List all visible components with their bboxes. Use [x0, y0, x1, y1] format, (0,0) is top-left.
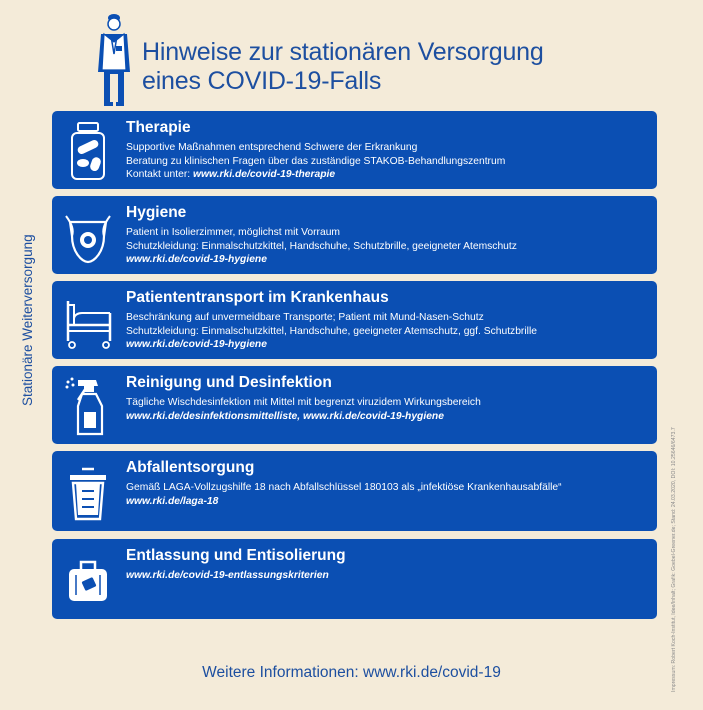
- section-line: Schutzkleidung: Einmalschutzkittel, Handschuhe, Schutzbrille, geeigneter Atemschutz: [126, 240, 517, 252]
- section-heading: Hygiene: [126, 204, 187, 221]
- imprint-text: Impressum: Robert Koch-Institut, Idee/Inhalt; Grafik: Goebel-Greener.de; Stand: 24.03.2020, DOI: 10.25646/6473.7: [671, 427, 677, 692]
- card-hygiene: [52, 196, 657, 274]
- section-heading: Entlassung und Entisolierung: [126, 547, 346, 564]
- side-label: Stationäre Weiterversorgung: [20, 234, 35, 406]
- section-line: Patient in Isolierzimmer, möglichst mit Vorraum: [126, 227, 341, 238]
- section-line: Beschränkung auf unvermeidbare Transporte; Patient mit Mund-Nasen-Schutz: [126, 312, 484, 323]
- link-entlassung[interactable]: www.rki.de/covid-19-entlassungskriterien: [126, 570, 329, 581]
- section-line: Schutzkleidung: Einmalschutzkittel, Handschuhe, geeigneter Atemschutz, ggf. Schutzbrille: [126, 325, 537, 337]
- page-title: [142, 38, 622, 96]
- link-reinigung[interactable]: www.rki.de/desinfektionsmittelliste, www.rki.de/covid-19-hygiene: [126, 410, 444, 422]
- section-heading: Abfallentsorgung: [126, 459, 255, 476]
- card-entlassung: [52, 539, 657, 619]
- footer: [0, 664, 703, 682]
- hospital-bed-icon: [60, 291, 116, 353]
- section-line: Gemäß LAGA-Vollzugshilfe 18 nach Abfallschlüssel 180103 als „infektiöse Krankenhausabfälle“: [126, 482, 562, 493]
- card-reinigung: [52, 366, 657, 444]
- doctor-icon: [94, 12, 134, 108]
- card-therapie: [52, 111, 657, 189]
- section-heading: Therapie: [126, 119, 191, 136]
- card-transport: [52, 281, 657, 359]
- footer-link[interactable]: www.rki.de/covid-19: [363, 664, 501, 681]
- link-transport[interactable]: www.rki.de/covid-19-hygiene: [126, 339, 267, 351]
- section-line: Tägliche Wischdesinfektion mit Mittel mit begrenzt viruzidem Wirkungsbereich: [126, 397, 481, 408]
- spray-bottle-icon: [64, 376, 112, 438]
- medicine-bottle-icon: [64, 121, 112, 183]
- link-therapie[interactable]: www.rki.de/covid-19-therapie: [192, 169, 336, 181]
- section-line: Kontakt unter:: [126, 169, 193, 181]
- suitcase-icon: [64, 549, 112, 611]
- link-abfall[interactable]: www.rki.de/laga-18: [126, 495, 219, 507]
- section-heading: Patiententransport im Krankenhaus: [126, 289, 389, 306]
- section-line: Beratung zu klinischen Fragen über das zuständige STAKOB-Behandlungszentrum: [126, 155, 506, 167]
- waste-bin-icon: [64, 461, 112, 523]
- footer-label: Weitere Informationen:: [202, 664, 363, 681]
- card-abfall: [52, 451, 657, 531]
- title-line-2: eines COVID-19-Falls: [142, 67, 382, 95]
- section-heading: Reinigung und Desinfektion: [126, 374, 332, 391]
- face-mask-icon: [64, 206, 112, 268]
- section-line: Supportive Maßnahmen entsprechend Schwere der Erkrankung: [126, 142, 418, 153]
- title-line-1: Hinweise zur stationären Versorgung: [142, 38, 544, 66]
- link-hygiene[interactable]: www.rki.de/covid-19-hygiene: [126, 254, 267, 266]
